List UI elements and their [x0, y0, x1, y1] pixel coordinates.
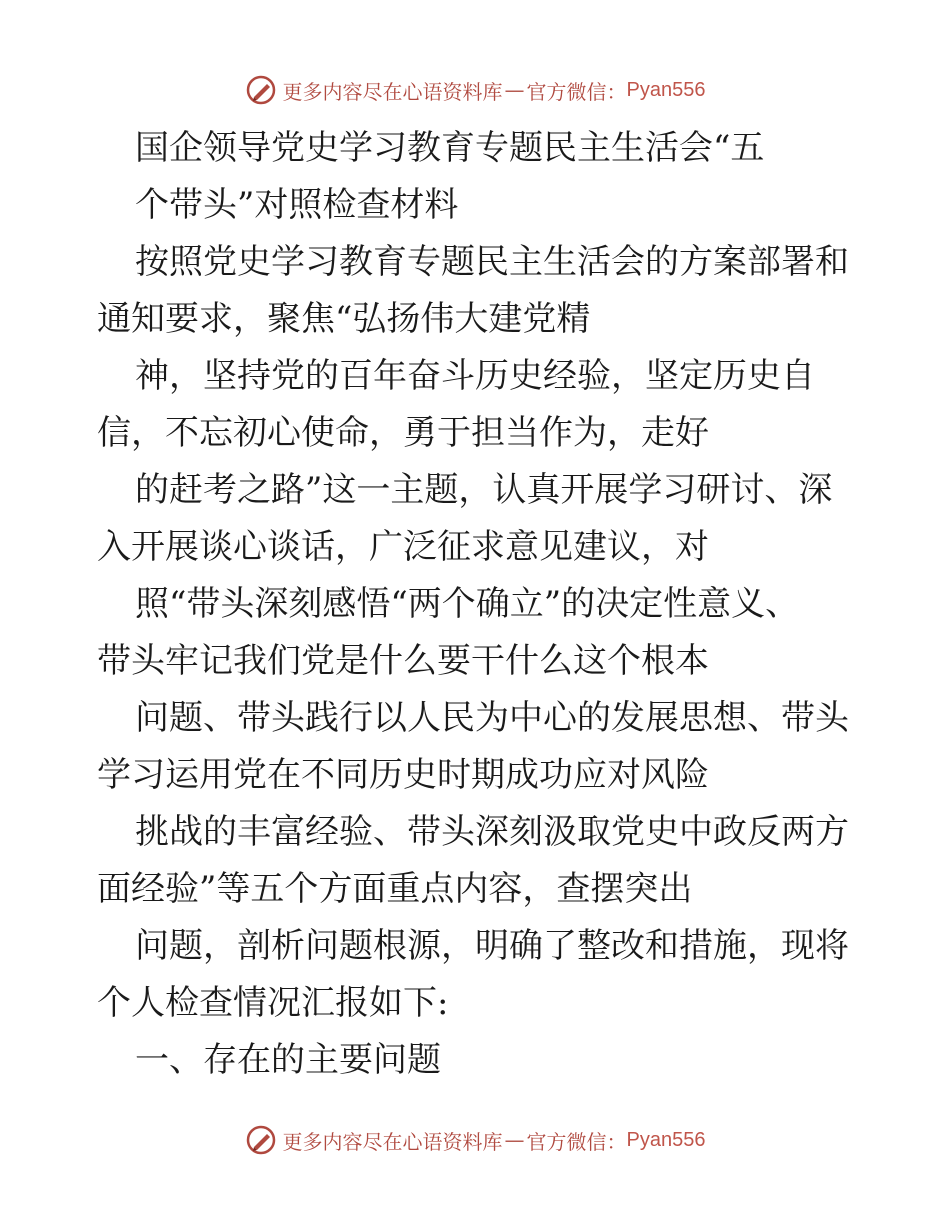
- paragraph-line: 照“带头深刻感悟“两个确立”的决定性意义、: [135, 584, 800, 624]
- watermark-footer: [0, 1120, 950, 1160]
- paragraph-line: 入开展谈心谈话，广泛征求意见建议，对: [97, 527, 709, 567]
- watermark-dash: —: [504, 78, 525, 102]
- watermark-sub-text: 官方微信：: [526, 1129, 627, 1154]
- watermark-id: Pyan556: [626, 1128, 706, 1151]
- watermark-id: Pyan556: [626, 78, 706, 101]
- watermark-header: [0, 70, 950, 110]
- paragraph-line: 的赶考之路”这一主题，认真开展学习研讨、深: [135, 470, 833, 510]
- paragraph-line: 个人检查情况汇报如下:: [97, 983, 449, 1023]
- paragraph-line: 问题，剖析问题根源，明确了整改和措施，现将: [135, 926, 849, 966]
- paragraph-line: 问题、带头践行以人民为中心的发展思想、带头: [135, 698, 849, 738]
- document-body: [97, 120, 857, 1089]
- watermark-main-text: 更多内容尽在心语资料库: [282, 79, 503, 104]
- paragraph-line: 信，不忘初心使命，勇于担当作为，走好: [97, 413, 709, 453]
- watermark-main-text: 更多内容尽在心语资料库: [282, 1129, 503, 1154]
- watermark-dash: —: [504, 1128, 525, 1152]
- paragraph-line: 挑战的丰富经验、带头深刻汲取党史中政反两方: [135, 812, 849, 852]
- paragraph-line: 带头牢记我们党是什么要干什么这个根本: [97, 641, 709, 681]
- pen-logo-icon: [245, 1124, 277, 1156]
- paragraph-line: 按照党史学习教育专题民主生活会的方案部署和: [135, 242, 849, 282]
- paragraph-line: 神，坚持党的百年奋斗历史经验，坚定历史自: [135, 356, 815, 396]
- title-line-1: 国企领导党史学习教育专题民主生活会“五: [135, 128, 765, 168]
- watermark-sub-text: 官方微信：: [526, 79, 627, 104]
- pen-logo-icon: [245, 74, 277, 106]
- paragraph-line: 学习运用党在不同历史时期成功应对风险: [97, 755, 709, 795]
- paragraph-line: 面经验”等五个方面重点内容，查摆突出: [97, 869, 693, 909]
- paragraph-line: 通知要求，聚焦“弘扬伟大建党精: [97, 299, 591, 339]
- title-line-2: 个带头”对照检查材料: [135, 185, 459, 225]
- section-heading: 一、存在的主要问题: [135, 1040, 441, 1080]
